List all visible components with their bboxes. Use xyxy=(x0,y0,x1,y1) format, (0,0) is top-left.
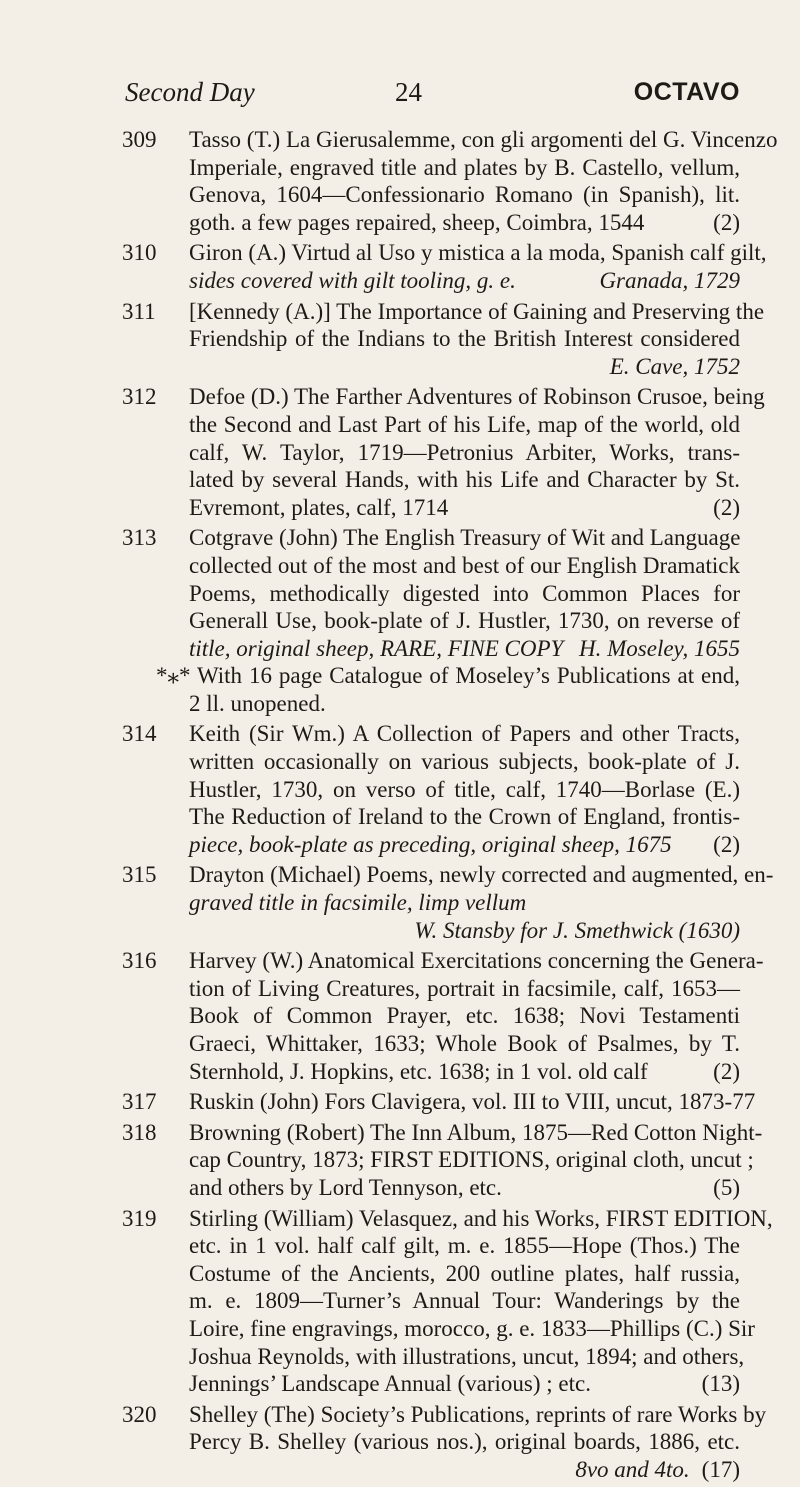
lot-description xyxy=(189,126,778,236)
lot-line: 2 ll. unopened. xyxy=(189,690,326,716)
lot-line: Keith (Sir Wm.) A Collection of Papers and other Tracts, xyxy=(189,721,740,747)
lot-quantity: (17) xyxy=(701,1456,740,1482)
lot-entry xyxy=(0,1119,800,1202)
lot-note: *⁎* With 16 page Catalogue of Moseley’s Publications at end, xyxy=(156,663,740,689)
lot-line-row xyxy=(189,494,740,522)
lot-line: Poems, methodically digested into Common Places for xyxy=(189,580,740,606)
lot-line: written occasionally on various subjects, book-plate of J. xyxy=(189,749,740,775)
lot-imprint: E. Cave, 1752 xyxy=(609,353,740,379)
lot-imprint: H. Moseley, 1655 xyxy=(579,635,740,661)
page-number: 24 xyxy=(395,77,422,107)
running-head xyxy=(125,72,740,112)
lot-entry xyxy=(0,298,800,381)
lot-line: tion of Living Creatures, portrait in facsimile, calf, 1653— xyxy=(189,975,740,1001)
lot-list xyxy=(0,126,800,1487)
lot-entry xyxy=(0,1401,800,1484)
lot-number: 316 xyxy=(122,948,157,974)
lot-line: Giron (A.) Virtud al Uso y mistica a la moda, Spanish calf gilt, xyxy=(189,240,767,266)
lot-line-row xyxy=(189,831,740,859)
lot-line: m. e. 1809—Turner’s Annual Tour: Wanderings by the xyxy=(189,1288,740,1314)
lot-description xyxy=(189,1205,773,1398)
lot-line-row xyxy=(189,1058,740,1086)
lot-line: Browning (Robert) The Inn Album, 1875—Red Cotton Night- xyxy=(189,1119,763,1145)
lot-description xyxy=(189,947,764,1085)
lot-line: Evremont, plates, calf, 1714 xyxy=(189,494,449,520)
lot-line: Imperiale, engraved title and plates by B. Castello, vellum, xyxy=(189,154,740,180)
lot-number: 314 xyxy=(122,721,157,747)
lot-line: the Second and Last Part of his Life, map of the world, old xyxy=(189,411,740,437)
lot-entry xyxy=(0,1205,800,1398)
lot-line: cap Country, 1873; FIRST EDITIONS, original cloth, uncut ; xyxy=(189,1147,754,1173)
lot-line: Sternhold, J. Hopkins, etc. 1638; in 1 vol. old calf xyxy=(189,1058,648,1084)
lot-line: Cotgrave (John) The English Treasury of Wit and Language xyxy=(189,525,741,551)
lot-line-row xyxy=(189,1174,740,1202)
section-title: Second Day xyxy=(125,77,255,107)
lot-line: title, original sheep, RARE, FINE COPY xyxy=(189,635,564,661)
lot-line: collected out of the most and best of our English Dramatick xyxy=(189,552,740,578)
lot-quantity: (2) xyxy=(713,831,740,857)
lot-line: piece, book-plate as preceding, original sheep, 1675 xyxy=(189,831,672,857)
lot-line: and others by Lord Tennyson, etc. xyxy=(189,1174,502,1200)
lot-entry xyxy=(0,1088,800,1116)
lot-line: Ruskin (John) Fors Clavigera, vol. III to VIII, uncut, 1873-77 xyxy=(189,1089,756,1115)
lot-line-row xyxy=(189,1456,740,1484)
lot-line-row xyxy=(189,1370,740,1398)
lot-line: Drayton (Michael) Poems, newly corrected and augmented, en- xyxy=(189,862,774,888)
lot-imprint: W. Stansby for J. Smethwick (1630) xyxy=(414,917,740,943)
lot-description xyxy=(189,720,740,858)
lot-description xyxy=(189,1088,756,1116)
lot-line: Loire, fine engravings, morocco, g. e. 1833—Phillips (C.) Sir xyxy=(189,1315,755,1341)
lot-line-row xyxy=(189,209,740,237)
lot-number: 312 xyxy=(122,384,157,410)
lot-quantity: (13) xyxy=(701,1371,740,1397)
lot-line: Costume of the Ancients, 200 outline plates, half russia, xyxy=(189,1260,740,1286)
lot-number: 313 xyxy=(122,525,157,551)
lot-line: goth. a few pages repaired, sheep, Coimbra, 1544 xyxy=(189,209,645,235)
lot-line: Defoe (D.) The Farther Adventures of Robinson Crusoe, being xyxy=(189,384,765,410)
lot-line: Stirling (William) Velasquez, and his Works, FIRST EDITION, xyxy=(189,1205,773,1231)
lot-description xyxy=(189,1401,767,1484)
lot-entry xyxy=(0,947,800,1085)
lot-entry xyxy=(0,861,800,944)
lot-number: 320 xyxy=(122,1401,157,1427)
lot-description xyxy=(189,861,774,944)
lot-quantity: (2) xyxy=(713,1058,740,1084)
lot-line: Shelley (The) Society’s Publications, reprints of rare Works by xyxy=(189,1401,767,1427)
lot-entry xyxy=(0,720,800,858)
lot-quantity: (5) xyxy=(713,1174,740,1200)
lot-line: Percy B. Shelley (various nos.), original boards, 1886, etc. xyxy=(189,1429,740,1455)
lot-line: Jennings’ Landscape Annual (various) ; etc. xyxy=(189,1371,591,1397)
lot-line: calf, W. Taylor, 1719—Petronius Arbiter, Works, trans- xyxy=(189,439,740,465)
lot-number: 319 xyxy=(122,1205,157,1231)
format-heading: OCTAVO xyxy=(633,78,740,106)
lot-number: 309 xyxy=(122,127,157,152)
lot-line: lated by several Hands, with his Life and Character by St. xyxy=(189,467,740,493)
lot-number: 311 xyxy=(122,298,156,324)
lot-line: Generall Use, book-plate of J. Hustler, 1730, on reverse of xyxy=(189,608,740,634)
lot-entry xyxy=(0,239,800,294)
lot-entry xyxy=(0,383,800,521)
lot-line: Joshua Reynolds, with illustrations, uncut, 1894; and others, xyxy=(189,1343,745,1369)
lot-quantity: (2) xyxy=(713,209,740,235)
lot-number: 310 xyxy=(122,240,157,266)
lot-line: Tasso (T.) La Gierusalemme, con gli argomenti del G. Vincenzo xyxy=(189,127,778,152)
lot-description xyxy=(189,383,765,521)
lot-number: 317 xyxy=(122,1089,157,1115)
lot-description xyxy=(189,298,765,381)
lot-line-row xyxy=(189,635,740,663)
lot-number: 318 xyxy=(122,1119,157,1145)
lot-entry xyxy=(0,524,800,717)
lot-description xyxy=(189,1119,763,1202)
lot-line: Friendship of the Indians to the British Interest considered xyxy=(189,326,740,352)
lot-line: Harvey (W.) Anatomical Exercitations concerning the Genera- xyxy=(189,948,764,974)
lot-number: 315 xyxy=(122,862,157,888)
lot-line: The Reduction of Ireland to the Crown of England, frontis- xyxy=(189,804,740,830)
lot-description xyxy=(156,524,741,717)
lot-entry xyxy=(0,126,800,236)
lot-line: Genova, 1604—Confessionario Romano (in Spanish), lit. xyxy=(189,182,740,208)
lot-line: Book of Common Prayer, etc. 1638; Novi Testamenti xyxy=(189,1003,740,1029)
lot-format: 8vo and 4to. xyxy=(575,1456,690,1482)
lot-description xyxy=(189,239,767,294)
lot-line: etc. in 1 vol. half calf gilt, m. e. 1855—Hope (Thos.) The xyxy=(189,1233,740,1259)
lot-imprint: Granada, 1729 xyxy=(599,267,740,293)
lot-line-row xyxy=(189,267,740,295)
lot-line: Graeci, Whittaker, 1633; Whole Book of Psalmes, by T. xyxy=(189,1031,740,1056)
lot-line: Hustler, 1730, on verso of title, calf, 1740—Borlase (E.) xyxy=(189,776,740,802)
lot-line: graved title in facsimile, limp vellum xyxy=(189,890,527,916)
lot-line: [Kennedy (A.)] The Importance of Gaining and Preserving the xyxy=(189,298,765,324)
lot-line: sides covered with gilt tooling, g. e. xyxy=(189,267,516,293)
lot-quantity: (2) xyxy=(713,494,740,520)
